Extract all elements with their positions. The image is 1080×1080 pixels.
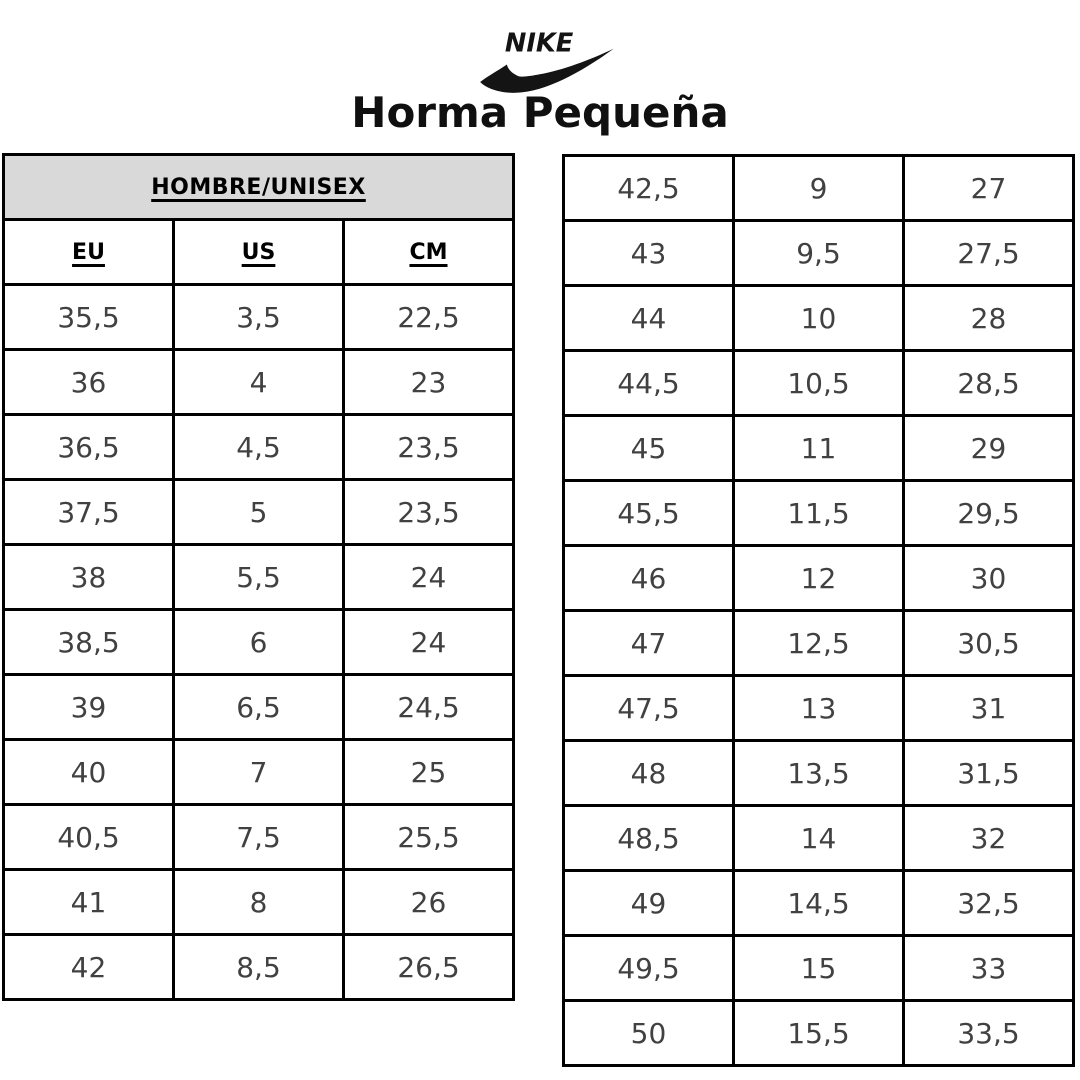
size-cell: 27: [904, 156, 1074, 221]
table-row: [4, 870, 514, 935]
size-cell: 13: [734, 676, 904, 741]
table-row: [4, 415, 514, 480]
size-cell: 39: [4, 675, 174, 740]
table-row: [4, 935, 514, 1000]
size-cell: 9,5: [734, 221, 904, 286]
table-row: [564, 871, 1074, 936]
size-cell: 14: [734, 806, 904, 871]
table-row: [4, 675, 514, 740]
table-row: [564, 546, 1074, 611]
table-row: [4, 285, 514, 350]
table-row: [4, 805, 514, 870]
table-row: [564, 741, 1074, 806]
column-header-row: [4, 220, 514, 285]
size-cell: 9: [734, 156, 904, 221]
size-cell: 49: [564, 871, 734, 936]
size-cell: 5: [174, 480, 344, 545]
size-cell: 23,5: [344, 415, 514, 480]
size-cell: 48,5: [564, 806, 734, 871]
size-cell: 25: [344, 740, 514, 805]
table-row: [4, 480, 514, 545]
size-cell: 4: [174, 350, 344, 415]
size-cell: 24: [344, 610, 514, 675]
table-row: [4, 610, 514, 675]
size-cell: 33,5: [904, 1001, 1074, 1066]
size-cell: 49,5: [564, 936, 734, 1001]
size-cell: 15: [734, 936, 904, 1001]
size-cell: 44: [564, 286, 734, 351]
size-cell: 30: [904, 546, 1074, 611]
size-cell: 24: [344, 545, 514, 610]
table-row: [4, 545, 514, 610]
table-header-hombre-unisex: HOMBRE/UNISEX: [4, 155, 514, 220]
table-row: [564, 416, 1074, 481]
size-cell: 40: [4, 740, 174, 805]
size-cell: 28: [904, 286, 1074, 351]
size-cell: 46: [564, 546, 734, 611]
column-header-cm: CM: [344, 220, 514, 285]
size-cell: 23,5: [344, 480, 514, 545]
size-cell: 38: [4, 545, 174, 610]
size-cell: 8: [174, 870, 344, 935]
size-cell: 27,5: [904, 221, 1074, 286]
size-cell: 50: [564, 1001, 734, 1066]
size-cell: 10: [734, 286, 904, 351]
size-cell: 36,5: [4, 415, 174, 480]
size-cell: 22,5: [344, 285, 514, 350]
table-row: [564, 676, 1074, 741]
size-cell: 30,5: [904, 611, 1074, 676]
table-row: [4, 740, 514, 805]
size-cell: 7: [174, 740, 344, 805]
size-cell: 40,5: [4, 805, 174, 870]
size-cell: 23: [344, 350, 514, 415]
size-cell: 3,5: [174, 285, 344, 350]
column-header-us: US: [174, 220, 344, 285]
size-cell: 10,5: [734, 351, 904, 416]
nike-wordmark: NIKE: [504, 28, 574, 59]
size-cell: 29: [904, 416, 1074, 481]
size-table-left: [2, 153, 515, 1001]
size-cell: 42: [4, 935, 174, 1000]
column-header-eu: EU: [4, 220, 174, 285]
table-row: [564, 221, 1074, 286]
size-cell: 7,5: [174, 805, 344, 870]
size-cell: 32,5: [904, 871, 1074, 936]
size-cell: 11: [734, 416, 904, 481]
page-title: Horma Pequeña: [351, 88, 729, 137]
size-cell: 32: [904, 806, 1074, 871]
size-cell: 11,5: [734, 481, 904, 546]
size-table-right: [562, 154, 1075, 1067]
size-cell: 37,5: [4, 480, 174, 545]
size-cell: 45: [564, 416, 734, 481]
size-cell: 48: [564, 741, 734, 806]
size-cell: 12,5: [734, 611, 904, 676]
size-cell: 4,5: [174, 415, 344, 480]
size-cell: 8,5: [174, 935, 344, 1000]
left-table-head: [4, 155, 514, 285]
size-cell: 12: [734, 546, 904, 611]
size-cell: 45,5: [564, 481, 734, 546]
size-cell: 36: [4, 350, 174, 415]
size-cell: 24,5: [344, 675, 514, 740]
size-cell: 25,5: [344, 805, 514, 870]
table-row: [564, 481, 1074, 546]
table-row: [564, 936, 1074, 1001]
table-row: [4, 350, 514, 415]
table-header-row: [4, 155, 514, 220]
size-cell: 28,5: [904, 351, 1074, 416]
size-cell: 31,5: [904, 741, 1074, 806]
right-table-body: [564, 156, 1074, 1066]
table-row: [564, 351, 1074, 416]
size-cell: 6,5: [174, 675, 344, 740]
size-cell: 26: [344, 870, 514, 935]
size-cell: 43: [564, 221, 734, 286]
size-cell: 38,5: [4, 610, 174, 675]
size-cell: 31: [904, 676, 1074, 741]
size-cell: 47: [564, 611, 734, 676]
size-cell: 14,5: [734, 871, 904, 936]
size-cell: 42,5: [564, 156, 734, 221]
size-cell: 6: [174, 610, 344, 675]
table-row: [564, 286, 1074, 351]
table-row: [564, 611, 1074, 676]
size-cell: 44,5: [564, 351, 734, 416]
size-cell: 29,5: [904, 481, 1074, 546]
size-cell: 47,5: [564, 676, 734, 741]
size-cell: 41: [4, 870, 174, 935]
size-cell: 5,5: [174, 545, 344, 610]
table-row: [564, 156, 1074, 221]
size-cell: 13,5: [734, 741, 904, 806]
table-row: [564, 1001, 1074, 1066]
size-cell: 15,5: [734, 1001, 904, 1066]
left-table-body: [4, 285, 514, 1000]
size-cell: 26,5: [344, 935, 514, 1000]
size-cell: 33: [904, 936, 1074, 1001]
size-cell: 35,5: [4, 285, 174, 350]
table-row: [564, 806, 1074, 871]
